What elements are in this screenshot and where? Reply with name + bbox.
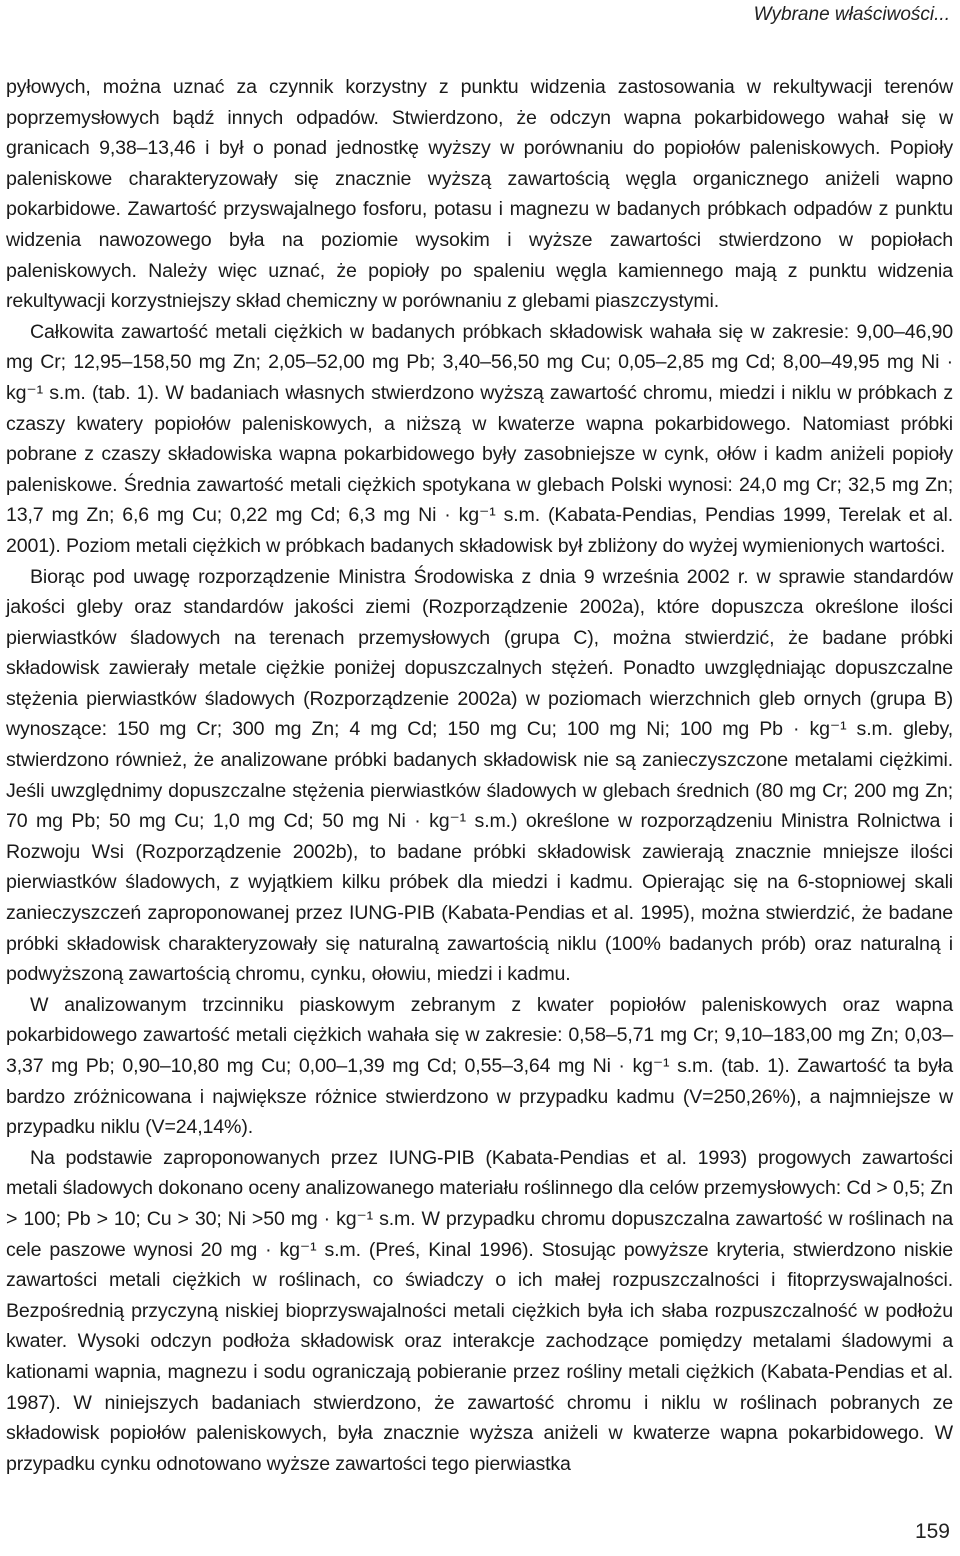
article-body <box>6 72 953 1479</box>
body-paragraph-4: W analizowanym trzcinniku piaskowym zebranym z kwater popiołów paleniskowych oraz wapna pokarbidowego zawartość metali ciężkich wahała się w zakresie: 0,58–5,71 mg Cr; 9,10–183,00 mg Zn; 0,03–3,37 mg Pb; 0,90–10,80 mg Cu; 0,00–1,39 mg Cd; 0,55–3,64 mg Ni · kg⁻¹ s.m. (tab. 1). Zawartość ta była bardzo zróżnicowana i największe różnice stwierdzono w przypadku kadmu (V=250,26%), a najmniejsze w przypadku niklu (V=24,14%). <box>6 993 953 1139</box>
page-number: 159 <box>914 1520 950 1543</box>
running-header: Wybrane właściwości... <box>753 4 950 25</box>
body-paragraph-5: Na podstawie zaproponowanych przez IUNG-PIB (Kabata-Pendias et al. 1993) progowych zawartości metali śladowych dokonano oceny analizowanego materiału roślinnego dla celów przemysłowych: Cd > 0,5; Zn > 100; Pb > 10; Cu > 30; Ni >50 mg · kg⁻¹ s.m. W przypadku chromu dopuszczalna zawartość w roślinach na cele paszowe wynosi 20 mg · kg⁻¹ s.m. (Preś, Kinal 1996). Stosując powyższe kryteria, stwierdzono niskie zawartości metali ciężkich w roślinach, co świadczy o ich małej rozpuszczalności i fitoprzyswajalności. Bezpośrednią przyczyną niskiej bioprzyswajalności metali ciężkich była ich słaba rozpuszczalność w podłożu kwater. Wysoki odczyn podłoża składowisk oraz interakcje zachodzące pomiędzy metalami śladowymi a kationami wapnia, magnezu i sodu ograniczają pobieranie przez rośliny metali ciężkich (Kabata-Pendias et al. 1987). W niniejszych badaniach stwierdzono, że zawartość chromu i niklu w roślinach pobranych ze składowisk popiołów paleniskowych, była znacznie wyższa aniżeli w kwaterze wapna pokarbidowego. W przypadku cynku odnotowano wyższe zawartości tego pierwiastka <box>6 1146 953 1475</box>
body-paragraph-1: pyłowych, można uznać za czynnik korzystny z punktu widzenia zastosowania w rekultywacji terenów poprzemysłowych bądź innych odpadów. Stwierdzono, że odczyn wapna pokarbidowego wahał się w granicach 9,38–13,46 i był o ponad jednostkę wyższy w porównaniu do popiołów paleniskowych. Popioły paleniskowe charakteryzowały się znacznie wyższą zawartością węgla organicznego aniżeli wapno pokarbidowe. Zawartość przyswajalnego fosforu, potasu i magnezu w badanych próbkach odpadów z punktu widzenia nawozowego była na poziomie wysokim i wyższe zawartości stwierdzono w popiołach paleniskowych. Należy więc uznać, że popioły po spaleniu węgla kamiennego mają z punktu widzenia rekultywacji korzystniejszy skład chemiczny w porównaniu z glebami piaszczystymi. <box>6 76 953 313</box>
body-paragraph-2: Całkowita zawartość metali ciężkich w badanych próbkach składowisk wahała się w zakresie: 9,00–46,90 mg Cr; 12,95–158,50 mg Zn; 2,05–52,00 mg Pb; 3,40–56,50 mg Cu; 0,05–2,85 mg Cd; 8,00–49,95 mg Ni · kg⁻¹ s.m. (tab. 1). W badaniach własnych stwierdzono wyższą zawartość chromu, miedzi i niklu w próbkach z czaszy kwatery popiołów paleniskowych, a niższą w kwaterze wapna pokarbidowego. Natomiast próbki pobrane z czaszy składowiska wapna pokarbidowego były zasobniejsze w cynk, ołów i kadm aniżeli popioły paleniskowe. Średnia zawartość metali ciężkich spotykana w glebach Polski wynosi: 24,0 mg Cr; 32,5 mg Zn; 13,7 mg Zn; 6,6 mg Cu; 0,22 mg Cd; 6,3 mg Ni · kg⁻¹ s.m. (Kabata-Pendias, Pendias 1999, Terelak et al. 2001). Poziom metali ciężkich w próbkach badanych składowisk był zbliżony do wyżej wymienionych wartości. <box>6 320 953 557</box>
body-paragraph-3: Biorąc pod uwagę rozporządzenie Ministra Środowiska z dnia 9 września 2002 r. w sprawie standardów jakości gleby oraz standardów jakości ziemi (Rozporządzenie 2002a), które dopuszcza określone ilości pierwiastków śladowych na terenach przemysłowych (grupa C), można stwierdzić, że badane próbki składowisk zawierały metale ciężkie poniżej dopuszczalnych stężeń. Ponadto uwzględniając dopuszczalne stężenia pierwiastków śladowych (Rozporządzenie 2002a) w poziomach wierzchnich gleb ornych (grupa B) wynoszące: 150 mg Cr; 300 mg Zn; 4 mg Cd; 150 mg Cu; 100 mg Ni; 100 mg Pb · kg⁻¹ s.m. gleby, stwierdzono również, że analizowane próbki badanych składowisk nie są zanieczyszczone metalami ciężkimi. Jeśli uwzględnimy dopuszczalne stężenia pierwiastków śladowych w glebach średnich (80 mg Cr; 200 mg Zn; 70 mg Pb; 50 mg Cu; 1,0 mg Cd; 50 mg Ni · kg⁻¹ s.m.) określone w rozporządzeniu Ministra Rolnictwa i Rozwoju Wsi (Rozporządzenie 2002b), to badane próbki składowisk zawierają znacznie mniejsze ilości pierwiastków śladowych, z wyjątkiem kilku próbek dla miedzi i kadmu. Opierając się na 6-stopniowej skali zanieczyszczeń zaproponowanej przez IUNG-PIB (Kabata-Pendias et al. 1995), można stwierdzić, że badane próbki składowisk charakteryzowały się naturalną zawartością niklu (100% badanych prób) oraz naturalną i podwyższoną zawartością chromu, cynku, ołowiu, miedzi i kadmu. <box>6 565 953 986</box>
